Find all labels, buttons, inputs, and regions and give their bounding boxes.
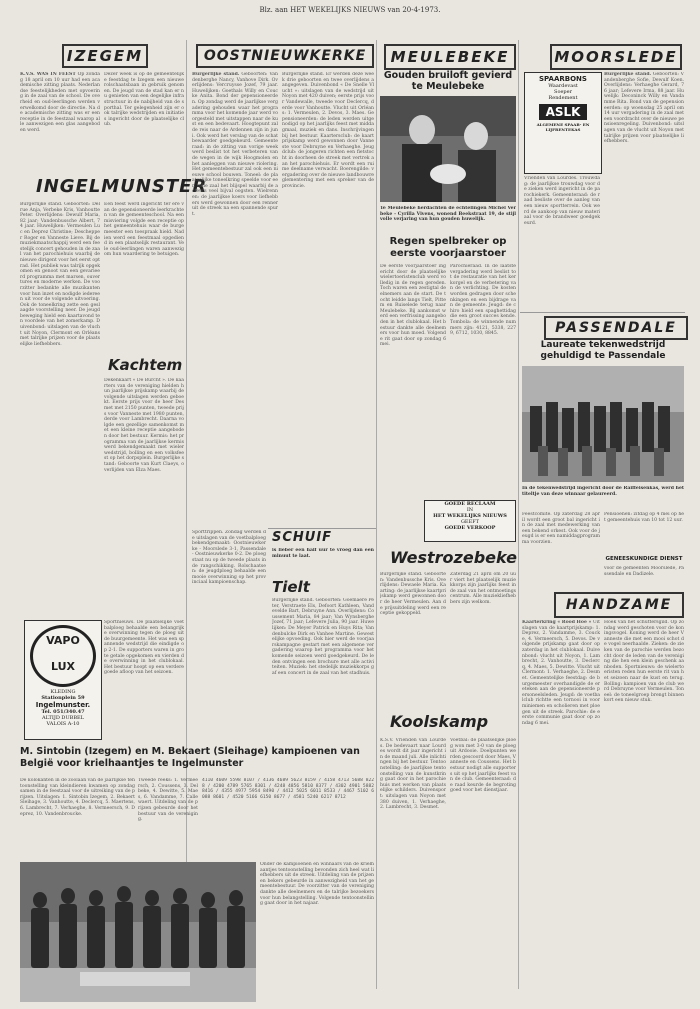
section-oostnieuwkerke-heading: OOSTNIEUWKERKE [196,44,374,68]
passendale-caption: In de tekenwedstrijd ingericht door de Raiffeisenkas, werd het titeltje van deze winnaar gelaureerd. [522,486,684,497]
oostnieuwkerke-subhead: Burgerlijke stand. [192,72,240,77]
column-rule [376,40,377,989]
westrozebeke-text: Burgerlijke stand. Geboorten: Vandenbussche Kris. Overlijdens: Dewaele Maria. Kaarting: de jaarlijkse kaartprijskamp werd gewonnen door de heer Vermeulen. Aan de prijsuitdeling werd een receptie gekoppeld. [380,572,446,617]
izegem-text: K.V.S. WAS IN FEEST Op zondag 18 april om 10 uur had een academische zitting plaats. Nederlandse feestelijkheden met opvoering in de zaal van de school. De overheid en oud-leerlingen werden verwelkomd door de directie. Na de academische zitting was er een receptie in de feestzaal waarop alle aanwezigen een glas aangeboden werd. [20,72,100,133]
vapolux-line5: ALTIJD DUBBEL [42,715,84,721]
gouden-bruiloft-photo [380,96,516,202]
section-passendale-heading: PASSENDALE [544,316,688,340]
vapolux-line1: KLEDING [50,689,76,695]
aslk-logo-icon [539,104,587,120]
vapolux-line6: VALOIS A-10 [46,721,80,727]
schuif-note: is lieber een half uur te vroeg dan een minuut te laat. [272,548,374,559]
kampioenen-photo [20,862,256,1002]
moorslede-text: Burgerlijke stand. Geboorten: Vandenberghe Sofie, Dewulf Koen. Overlijdens: Verhaeghe Gerard, 76 jaar; Lefevere Irma, 88 jaar. Huwelijk: Deconinck Willy en Vandamme Rita. Bond van de gepensioneerden: op woensdag 25 april om 14 uur vergadering in de zaal met een voordracht over de nieuwe pensioenregeling. Duivenbond: uitslagen van de vlucht uit Noyon met talrijke prijzen voor plaatselijke liefhebbers. [604,72,684,145]
reclame-line4: GEEFT [460,519,480,525]
section-schuif-heading: SCHUIF [272,530,333,545]
story-text-2: Tweede reeks: 1. Vermeersch, 2. Coussens, 3. Delbeke, 4. Dewitte, 5. Maes, 6. Vandamme, 7. Callewaert. Uitdeling van de prijzen gebeurde door het bestuur van de vereniging. [138,778,198,823]
reclame-line1: GOEDE RECLAAM [444,501,496,507]
laureates-photo-icon [522,366,684,482]
vapolux-brand: VAPO LUX [46,634,80,673]
meulebeke-caption: Te Meulebeke herdachten de echtelingen Michel Verbeke - Cyrilla Vivens, wonend Beekstraat 19, de stijlvolle verjaring van hun gouden huwelijk. [380,206,516,223]
vapolux-line2: Stationplein 59 [41,695,85,701]
section-izegem-heading: IZEGEM [62,44,148,68]
oostnieuwkerke-text-2: Burgerlijke stand. Er werden deze week drie geboorten en twee overlijdens aangegeven. Duivenbond « De Snelle Vlucht »: uitslagen van de wedstrijd uit Noyon met 420 duiven; eerste prijs voor Vandewalle, tweede voor Declercq, derde voor Vanhoutte. Vlucht uit Orléans: 1. Vermeulen, 2. Devos, 3. Maes. Gepensioneerden: de leden werden uitgenodigd op het jaarlijks feest met middagmaal, muziek en dans. Inschrijvingen bij het bestuur. Kaartersclub: de kaartprijskamp werd gewonnen door Vanneste voor Debruyne en Verhaeghe. Jeugdclub: de jongeren richten een fietstocht in doorheen de streek met vertrek aan het parochiehuis. Er wordt een ruime deelname verwacht. Boerengilde: vergadering over de nieuwe landbouwreglementering met een spreker van de provincie. [282,72,374,189]
running-head: Blz. aan HET WEKELIJKS NIEUWS van 20-4-1973. [259,6,441,14]
couple-photo-icon [380,96,516,202]
koolskamp-text: K.S.V. Vrienden van Lourdes. De bedevaart naar Lourdes wordt dit jaar ingericht in de maand juli. Alle inlichtingen bij het bestuur. Tentoonstelling: de jaarlijkse tentoonstelling van de kunstkring gaat door in het parochiehuis met werken van plaatselijke schilders. Duivensport: uitslagen van Noyon met 380 duiven, 1. Verhaeghe, 2. Lambrecht, 3. Desmet. [380,738,446,811]
ingelmunster-text: Burgerlijke stand. Geboorten: Delrue Anja, Verbeke Kris, Vanhoutte Peter. Overlijdens: Dewulf Maria, 82 jaar; Vandenbussche Albert, 74 jaar. Huwelijken: Vermeulen Luc en Deprez Christine; Deschepper Roger en Vanneste Lieve. Bij de muziekmaatschappij werd een feestelijk concert gehouden in de zaal van het parochiehuis waarbij de nieuwe dirigent voor het eerst optrad. Het publiek was talrijk opgekomen en genoot van een gevarieerd programma met marsen, ouvertures en moderne werken. De voorzitter bedankte alle muzikanten voor hun inzet en nodigde iedereen uit voor de volgende uitvoering. Ook de toneelkring zette een geslaagde voorstelling neer. De jeugdbeweging hield een kaartavond ten voordele van het zomerkamp. Duivenbond: uitslagen van de vlucht uit Noyon, Clermont en Orléans met talrijke prijzen voor de plaatselijke liefhebbers. [20,202,100,347]
westrozebeke-text-2: Zaterdag 21 april om 20 uur viert het plaatselijk muziekkorps zijn jaarlijks feest in de zaal van het ontmoetingscentrum. Alle muziekliefhebbers zijn welkom. [450,572,516,605]
story-text-1: De kolokanten in de zoolaan van de jaarlijkse tentoonstelling van kleindieren kwamen op zondag samen in de feestzaal voor de uitreiking van de prijzen. Uitslagen: 1. Sintobin Izegem, 2. Bekaert Sleihage, 3. Vanhoutte, 4. Declercq, 5. Maertens, 6. Lambrecht, 7. Verhaeghe, 8. Vermeersch, 9. Deprez, 10. Vandenbroucke. [20,778,135,817]
rule [520,312,685,313]
oostnieuwkerke-text-3: Sporttrippen. Zondag werden de uitslagen van de voetbalploeg bekendgemaakt: Oostnieuwkerke - Moorslede 3-1, Passendale - Oostnieuwkerke 0-2. De ploeg staat nu op de tweede plaats in de rangschikking. Rolschaatsen: de jeugdploeg behaalde een mooie overwinning op het provinciaal kampioenschap. [192,530,266,586]
meulebeke-text: De eerste voorjaarstoer ingericht door de plaatselijke wielertoeristenclub werd volledig in de regen gereden. Toch waren een zestigtal deelnemers aan de start. De tocht leidde langs Tielt, Pittem en Ruiselede terug naar Meulebeke. Bij aankomst werd een verfrissing aangeboden in het clublokaal. Het bestuur dankte alle deelnemers voor hun moed. Volgende rit gaat door op zondag 6 mei. [380,264,446,348]
spaarbons-line2: Soeper [554,89,572,95]
handzame-text-2: Hoek van het schuttersgild. Op zondag werd geschoten voor de koningsvogel. Koning werd de heer Vanneste die met een mooi schot de vogel neerhaalde. Zieken: de zieken van de parochie werden bezocht door de leden van de vereniging die hen een klein geschenk aanboden. Sportnieuws: de wielertoeristen reden hun eerste rit van het seizoen naar de kust en terug. Bolling: kampioen van de club werd Debruyne voor Vermeulen. Toneel: de toneelgroep brengt binnenkort een nieuw stuk. [604,620,684,704]
geneeskundige-dienst: GENEESKUNDIGE DIENST [605,556,683,562]
passendale-headline: Laureate tekenwedstrijd gehuldigd te Passendale [540,340,666,361]
meulebeke-headline: Gouden bruiloft gevierd te Meulebeke [383,70,513,92]
ingelmunster-story-headline: M. Sintobin (Izegem) en M. Bekaert (Sleihage) kampioenen van België voor krielhaantjes te Ingelmunster [20,746,360,769]
vapolux-ad [24,620,102,740]
geneeskundige-text: voor de gemeenten Moorslede, Passendale en Dadizele. [604,566,684,577]
reclame-line2: IN [466,507,474,513]
section-kachtem-heading: Kachtem [108,356,183,374]
vapolux-line3: Ingelmunster. [35,701,91,709]
passendale-text-2: Pensioenen: zitdag op 4 mei op het gemeentehuis van 10 tot 12 uur. [604,512,684,523]
ingelmunster-text-2: Een feest werd ingericht ter ere van de gepensioneerde leerkrachten van de gemeenteschool. Na een misviering volgde een receptie op het gemeentehuis waar de burgemeester een toespraak hield. Nadien werd een feestmaal opgediend in een plaatselijk restaurant. Vele oud-leerlingen waren aanwezig om hun waardering te betuigen. [104,202,184,258]
handzame-text: Kaarterkring « Rood Hoe » Uitslagen van de kaartprijskamp: 1. Deprez, 2. Vandamme, 3. Coucke, 4. Vermeersch, 5. Devos. De volgende prijskamp gaat door op zaterdag in het clublokaal. Duivenbond: vlucht uit Noyon, 1. Lambrecht, 2. Vanhoutte, 3. Declercq, 4. Maes, 5. Dewitte. Vlucht uit Clermont: 1. Verhaeghe, 2. Desmet. Gemeentelijke feestdag: de burgemeester overhandigde de ereteken aan de gepensioneerde personeelsleden. Jeugd: de voetbalclub richtte een tornooi in voor miniemen en scholieren met ploegen uit de streek. Parochie: de eerste communie gaat door op zondag 6 mei. [522,620,600,726]
oostnieuwkerke-text: Burgerlijke stand. Geboorten: Vandenberghe Nancy, Vanhove Dirk. Overlijdens: Vercruysse Jozef, 79 jaar. Huwelijken: Goethals Willy en Coucke Anita. Bond der gepensioneerden. Op zondag werd de jaarlijkse vergadering gehouden waar het programma voor het komende jaar werd voorgesteld met uitstappen naar de kust en een bedevaart. Hoogtepunt zal de reis naar de Ardennen zijn in juni. Ook werd het verslag van de schatbewaarder goedgekeurd. Gemeenteraad: in de zitting van vorige week werd beslist tot het verbeteren van de wegen in de wijk Hoogmolen en het aanleggen van nieuwe riolering. Het gemeentebestuur zal ook een nieuwe school bouwen. Toneel: de plaatselijke toneelkring speelde voor een volle zaal het blijspel waarbij de acteurs veel bijval oogsten. Wielrennen: de jaarlijkse koers voor liefhebbers werd gewonnen door een renner uit de streek na een spannende spurt. [192,72,278,217]
passendale-text: Feestcomite. Op zaterdag 28 april wordt een groot bal ingericht in de zaal met medewerking van een bekend orkest. Ook voor de jeugd is er een namiddagprogramma voorzien. [522,512,600,545]
section-ingelmunster-heading: INGELMUNSTER [36,176,208,197]
moorslede-text-2: Vrienden van Lourdes. Trouwdag: de jaarlijkse trouwdag voor de zieken werd ingericht in de parochiekerk. Gemeenteraad: de raad besliste over de aanleg van een nieuw sportterrein. Ook werd de aankoop van nieuw materiaal voor de brandweer goedgekeurd. [524,176,600,226]
laureate-photo [522,366,684,482]
handzame-subhead: Kaarterkring « Rood Hoe » [522,620,592,625]
section-meulebeke-heading: MEULEBEKE [384,44,516,70]
aslk-brand: ASLK [545,105,581,119]
reclame-line5: GOEDE VERKOOP [444,525,496,531]
izegem-text-2: Dezer week is op de gemeentelijke feestdag te Izegem een nieuwe rolschaatsbaan in gebruik genomen. De jeugd van de stad kan er nu genieten van een degelijke infrastructuur in de nabijheid van de sporthal. Ter gelegenheid zijn er ook talrijke wedstrijden en initiaties ingericht door de plaatselijke club. [104,72,184,128]
spaarbons-ad [524,72,602,174]
section-koolskamp-heading: Koolskamp [390,712,489,731]
meulebeke-text-2: Parochieraad. In de laatste vergadering werd beslist tot de restauratie van het kerkorgel en de verbetering van de verlichting. De kosten worden gedragen door schenkingen en een bijdrage van de gemeente. Jeugd: de chiro hield een spaghettidag die een groot succes kende. Tombola: de winnende nummers zijn: 4121, 5338, 2279, 6712, 1030, 8845. [450,264,516,337]
story-results-table: 4110 4609 5598 8107 / 4136 4689 5623 8159 / 4158 4713 5688 8228 / 4200 4789 5765 8301 / 4248 4856 5810 8377 / 4302 4901 5882 8416 / 4355 4977 5954 8490 / 4412 5025 6011 8533 / 4467 5102 6088 8601 / 4520 5166 6150 8677 / 4581 5240 6217 8712 [202,778,374,800]
meulebeke-second-headline: Regen spelbreker op eerste voorjaarstoer [389,236,507,259]
spaarbons-line1: Waardevast [548,83,578,89]
rule [268,528,376,529]
group-photo-icon [20,862,256,1002]
section-westrozebeke-heading: Westrozebeke [390,548,517,567]
kachtem-text: Dekenkaart « De Burcht ». De kaarters van de vereniging hielden hun jaarlijkse prijskamp waarbij de volgende uitslagen werden geboekt. Eerste prijs voor de heer Desmet met 2150 punten, tweede prijs voor Vanneste met 1980 punten, derde voor Lambrecht. Daarna volgde een gezellige samenkomst met een kleine receptie aangeboden door het bestuur. Kermis: het programma van de jaarlijkse kermis werd bekendgemaakt met wielerwedstrijd, bolling en een volksfeest op het dorpsplein. Burgerlijke stand: Geboorte van Kurt Claeys, overlijden van Elza Maes. [104,378,184,473]
section-handzame-heading: HANDZAME [554,592,684,618]
section-moorslede-heading: MOORSLEDE [550,44,682,70]
koolskamp-text-2: Voetbal: de plaatselijke ploeg won met 3-0 van de ploeg uit Ardooie. Doelpunten werden gescoord door Maes, Vanneste en Coussens. Het bestuur nodigt alle supporters uit op het jaarlijks feest van de club. Gemeenteraad: de raad keurde de begroting goed voor het dienstjaar. [450,738,516,794]
kvs-headline: K.V.S. WAS IN FEEST [20,72,76,77]
spaarbons-line3: Rendement [548,95,578,101]
moorslede-subhead: Burgerlijke stand. [604,72,652,77]
column-rule [518,40,519,989]
section-tielt-heading: Tielt [272,578,310,596]
kachtem-text-2: Sportnieuws. De plaatselijke voetbalploeg behaalde een belangrijke overwinning tegen de ploeg uit de buurgemeente. Het was een spannende wedstrijd die eindigde op 2-1. De supporters waren in grote getale opgekomen en vierden de overwinning in het clublokaal. Het bestuur hoopt op een verdere goede afloop van het seizoen. [104,620,184,676]
story-text-3: Onder de kampioenen en winnaars van de krielhaantjes tentoonstelling bevonden zich heel wat liefhebbers uit de streek. Uitdeling van de prijzen en bekers gebeurde in aanwezigheid van het gemeentebestuur. De voorzitter van de vereniging dankte alle deelnemers en de talrijke bezoekers voor hun belangstelling. Volgende tentoonstelling gaat door in het najaar. [260,862,374,907]
goede-reclame-ad [424,500,516,542]
spaarbons-foot: ALGEMENE SPAAR- EN LIJFRENTEKAS [536,122,590,132]
vapolux-line4: Tel. 051/340.47 [41,709,85,715]
spaarbons-title: SPAARBONS [539,75,587,83]
reclame-line3: HET WEKELIJKS NIEUWS [433,513,507,519]
tielt-text: Burgerlijke stand. Geboorten: Goemaere Peter, Verstraete Els, Defoort Kathleen, Vandevelde Bart, Debruyne Ann. Overlijdens: Coussement Maria, 84 jaar; Van Wynsberghe Jozef, 71 jaar; Lefevere Julia, 90 jaar. Huwelijken: De Meyer Patrick en Huys Rita; Vandenbulcke Dirk en Vanhee Martine. Gewestelijke opvoeding. Ook hier werd de voorjaarskampagne gestart met een algemene vergadering waarop het programma voor het komende seizoen werd goedgekeurd. De leden ontvingen een brochure met alle activiteiten. Muziek: het stedelijk muziekkorps gaf een concert in de zaal van het stadhuis. [272,598,374,676]
vapolux-logo-icon [30,625,96,687]
